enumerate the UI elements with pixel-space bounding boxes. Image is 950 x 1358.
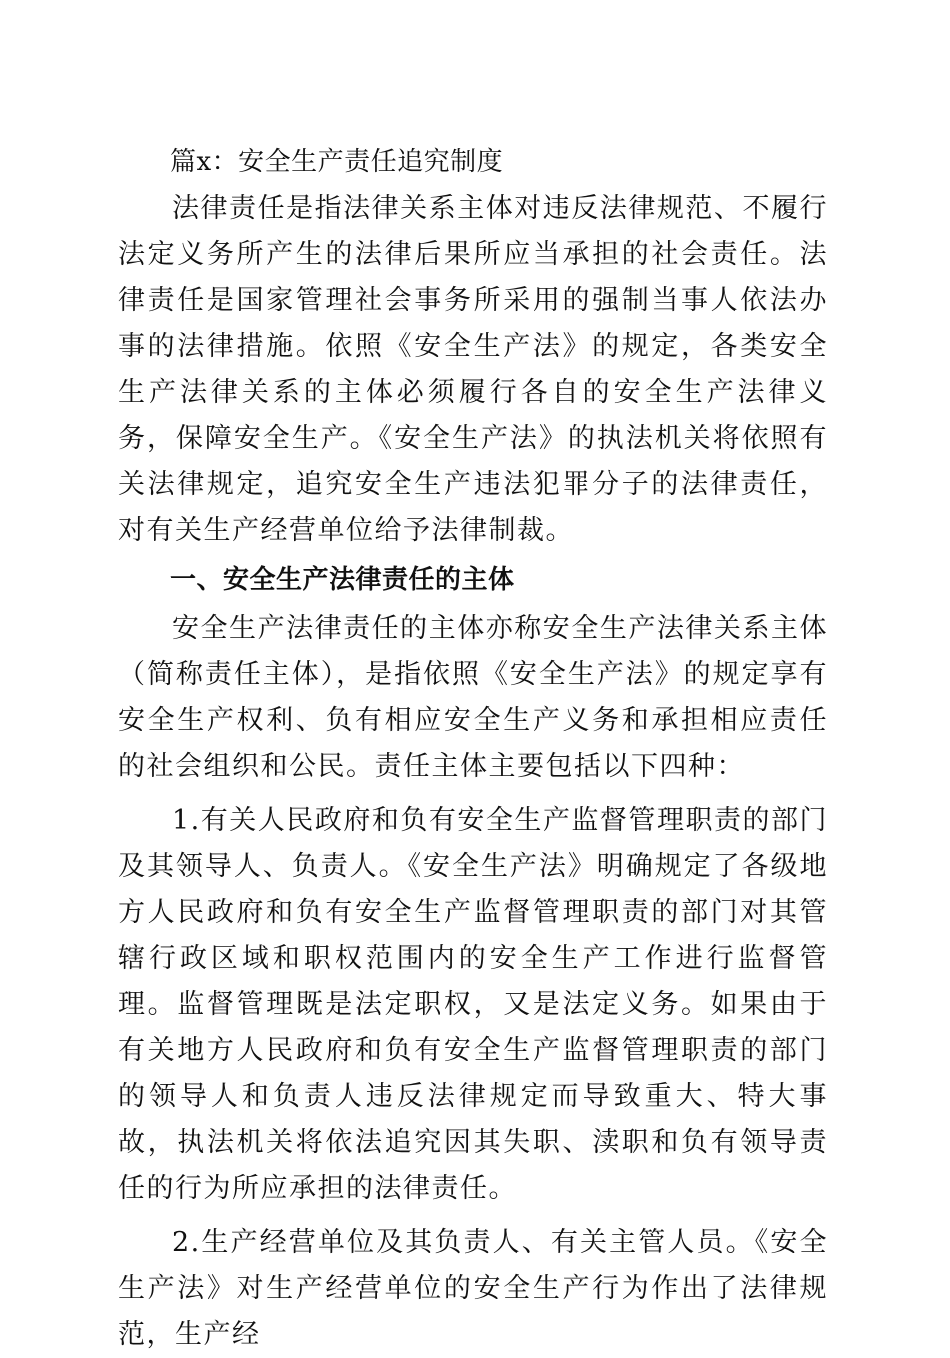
list-item-2: 2.生产经营单位及其负责人、有关主管人员。《安全生产法》对生产经营单位的安全生产行为作出了法律规范，生产经	[118, 1227, 828, 1350]
intro-paragraph: 法律责任是指法律关系主体对违反法律规范、不履行法定义务所产生的法律后果所应当承担的社会责任。法律责任是国家管理社会事务所采用的强制当事人依法办事的法律措施。依照《安全生产法》的规定，各类安全生产法律关系的主体必须履行各自的安全生产法律义务，保障安全生产。《安全生产法》的执法机关将依照有关法律规定，追究安全生产违法犯罪分子的法律责任，对有关生产经营单位给予法律制裁。	[118, 193, 828, 546]
list-item-1: 1.有关人民政府和负有安全生产监督管理职责的部门及其领导人、负责人。《安全生产法》明确规定了各级地方人民政府和负有安全生产监督管理职责的部门对其管辖行政区域和职权范围内的安全生产工作进行监督管理。监督管理既是法定职权，又是法定义务。如果由于有关地方人民政府和负有安全生产监督管理职责的部门的领导人和负责人违反法律规定而导致重大、特大事故，执法机关将依法追究因其失职、渎职和负有领导责任的行为所应承担的法律责任。	[118, 805, 828, 1204]
document-title: 篇x：安全生产责任追究制度	[170, 147, 504, 177]
document-body	[118, 140, 828, 1358]
section-1-paragraph: 安全生产法律责任的主体亦称安全生产法律关系主体（简称责任主体），是指依照《安全生产法》的规定享有安全生产权利、负有相应安全生产义务和承担相应责任的社会组织和公民。责任主体主要包括以下四种：	[118, 613, 828, 782]
section-heading-1: 一、安全生产法律责任的主体	[170, 565, 515, 595]
